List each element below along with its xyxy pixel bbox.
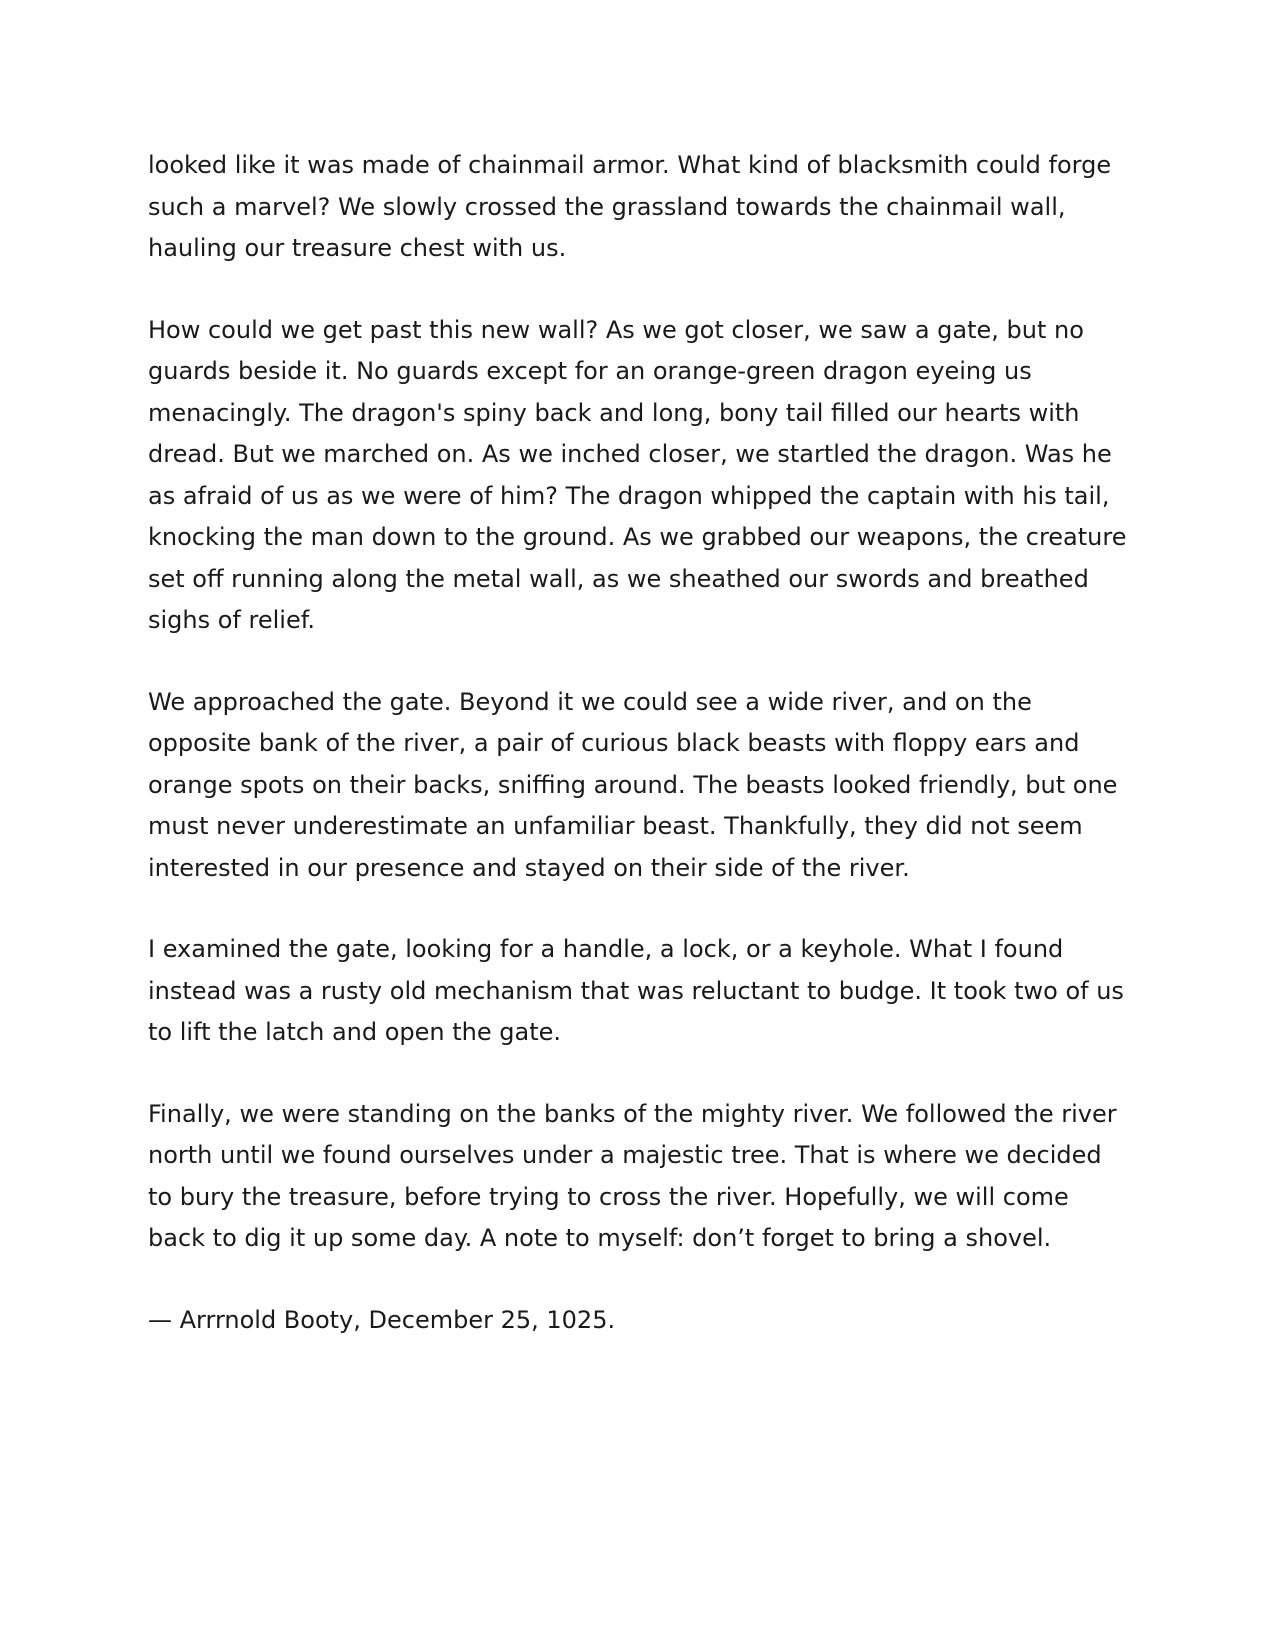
paragraph-dragon: How could we get past this new wall? As we got closer, we saw a gate, but no guards beside it. No guards except for an orange-green dragon eyeing us menacingly. The dragon's spiny back and long, bony tail filled our hearts with dread. But we marched on. As we inched closer, we startled the dragon. Was he as afraid of us as we were of him? The dragon whipped the captain with his tail, knocking the man down to the ground. As we grabbed our weapons, the creature set off running along the metal wall, as we sheathed our swords and breathed sighs of relief.	[148, 315, 1127, 634]
signature-line: — Arrrnold Booty, December 25, 1025.	[148, 1305, 616, 1334]
paragraph-river-beasts: We approached the gate. Beyond it we could see a wide river, and on the opposite bank of the river, a pair of curious black beasts with floppy ears and orange spots on their backs, sniffing around. The beasts looked friendly, but one must never underestimate an unfamiliar beast. Thankfully, they did not seem interested in our presence and stayed on their side of the river.	[148, 687, 1118, 882]
document-body	[148, 145, 1128, 1341]
paragraph-chainmail-wall: looked like it was made of chainmail armor. What kind of blacksmith could forge such a marvel? We slowly crossed the grassland towards the chainmail wall, hauling our treasure chest with us.	[148, 151, 1112, 262]
paragraph-bury-treasure: Finally, we were standing on the banks of the mighty river. We followed the river north until we found ourselves under a majestic tree. That is where we decided to bury the treasure, before trying to cross the river. Hopefully, we will come back to dig it up some day. A note to myself: don’t forget to bring a shovel.	[148, 1099, 1117, 1252]
paragraph-gate-mechanism: I examined the gate, looking for a handle, a lock, or a keyhole. What I found instead was a rusty old mechanism that was reluctant to budge. It took two of us to lift the latch and open the gate.	[148, 935, 1124, 1046]
